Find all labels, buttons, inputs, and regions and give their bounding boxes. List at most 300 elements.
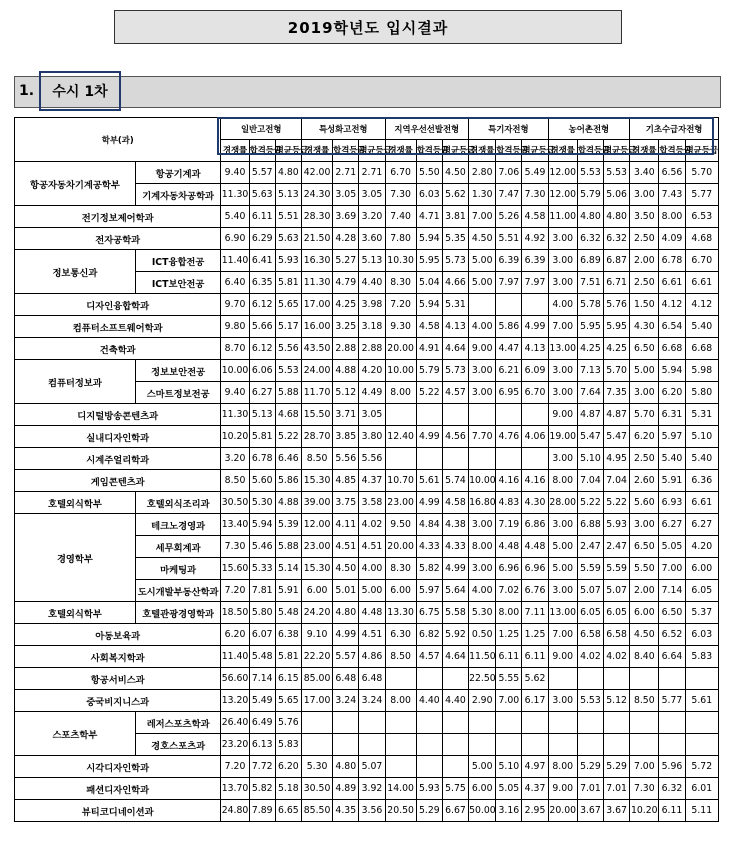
value-cell (385, 712, 416, 734)
value-cell: 7.40 (385, 206, 416, 228)
table-row (15, 206, 719, 228)
value-cell: 3.00 (469, 514, 496, 536)
major-name: 도시개발부동산학과 (135, 580, 221, 602)
value-cell: 4.56 (442, 426, 468, 448)
value-cell: 4.50 (469, 228, 496, 250)
value-cell: 6.89 (577, 250, 603, 272)
value-cell (548, 712, 577, 734)
value-cell: 17.00 (301, 294, 332, 316)
value-cell: 4.99 (522, 316, 548, 338)
value-cell: 7.70 (469, 426, 496, 448)
value-cell (604, 712, 630, 734)
value-cell: 4.13 (442, 316, 468, 338)
value-cell: 16.00 (301, 316, 332, 338)
group-header: 특기자전형 (469, 118, 549, 140)
sub-header: 경쟁률 (548, 140, 577, 162)
value-cell (385, 756, 416, 778)
value-cell: 4.83 (496, 492, 522, 514)
value-cell: 5.49 (249, 690, 275, 712)
value-cell: 6.03 (685, 624, 718, 646)
value-cell: 4.80 (333, 602, 359, 624)
value-cell: 4.50 (630, 624, 659, 646)
dept-name: 중국비지니스과 (15, 690, 221, 712)
sub-header: 경쟁률 (630, 140, 659, 162)
major-name: 정보보안전공 (135, 360, 221, 382)
value-cell: 5.18 (275, 778, 301, 800)
value-cell: 3.00 (630, 514, 659, 536)
value-cell: 7.30 (522, 184, 548, 206)
value-cell: 9.50 (385, 514, 416, 536)
value-cell: 4.51 (359, 536, 385, 558)
value-cell: 3.05 (359, 404, 385, 426)
dept-name: 정보통신과 (15, 250, 136, 294)
value-cell: 5.00 (469, 272, 496, 294)
value-cell: 14.00 (385, 778, 416, 800)
value-cell: 3.75 (333, 492, 359, 514)
sub-header: 합격등급 (659, 140, 685, 162)
header-row-groups (15, 118, 719, 140)
value-cell: 4.85 (333, 470, 359, 492)
value-cell: 4.02 (359, 514, 385, 536)
value-cell: 2.88 (333, 338, 359, 360)
value-cell: 5.88 (275, 536, 301, 558)
table-row (15, 162, 719, 184)
value-cell: 8.00 (659, 206, 685, 228)
value-cell: 5.07 (604, 580, 630, 602)
value-cell: 5.70 (685, 162, 718, 184)
value-cell: 26.40 (221, 712, 249, 734)
value-cell: 7.00 (630, 756, 659, 778)
value-cell: 5.78 (577, 294, 603, 316)
value-cell: 6.05 (685, 580, 718, 602)
value-cell (416, 734, 442, 756)
value-cell: 4.99 (416, 426, 442, 448)
value-cell: 5.00 (548, 536, 577, 558)
table-row (15, 338, 719, 360)
value-cell: 5.59 (577, 558, 603, 580)
value-cell: 12.00 (301, 514, 332, 536)
value-cell: 3.00 (630, 184, 659, 206)
value-cell: 4.50 (442, 162, 468, 184)
table-row (15, 294, 719, 316)
value-cell: 6.87 (604, 250, 630, 272)
value-cell: 5.97 (416, 580, 442, 602)
dept-name: 시계주얼리학과 (15, 448, 221, 470)
major-name: 테크노경영과 (135, 514, 221, 536)
value-cell: 5.51 (275, 206, 301, 228)
value-cell: 4.57 (442, 382, 468, 404)
value-cell: 6.11 (496, 646, 522, 668)
value-cell: 3.05 (359, 184, 385, 206)
value-cell: 23.00 (385, 492, 416, 514)
value-cell: 7.97 (522, 272, 548, 294)
dept-name: 패션디자인학과 (15, 778, 221, 800)
value-cell: 20.00 (385, 338, 416, 360)
value-cell: 5.22 (604, 492, 630, 514)
value-cell: 5.79 (577, 184, 603, 206)
value-cell (522, 404, 548, 426)
value-cell: 7.80 (385, 228, 416, 250)
value-cell (630, 668, 659, 690)
value-cell: 5.82 (416, 558, 442, 580)
value-cell: 4.20 (685, 536, 718, 558)
value-cell: 5.77 (659, 690, 685, 712)
sub-header: 평균등급 (685, 140, 718, 162)
value-cell: 6.71 (604, 272, 630, 294)
value-cell: 2.71 (333, 162, 359, 184)
value-cell: 4.25 (333, 294, 359, 316)
value-cell: 4.86 (359, 646, 385, 668)
value-cell: 5.26 (496, 206, 522, 228)
value-cell: 5.63 (249, 184, 275, 206)
value-cell (522, 294, 548, 316)
value-cell: 5.27 (333, 250, 359, 272)
group-header: 지역우선선발전형 (385, 118, 469, 140)
value-cell: 4.64 (442, 338, 468, 360)
value-cell: 11.00 (548, 206, 577, 228)
value-cell: 6.29 (249, 228, 275, 250)
value-cell: 2.71 (359, 162, 385, 184)
value-cell: 30.50 (301, 778, 332, 800)
value-cell: 11.40 (221, 250, 249, 272)
value-cell: 5.82 (249, 778, 275, 800)
value-cell: 9.00 (469, 338, 496, 360)
value-cell (659, 712, 685, 734)
value-cell (604, 668, 630, 690)
value-cell: 5.30 (469, 602, 496, 624)
value-cell: 23.20 (221, 734, 249, 756)
value-cell: 5.53 (604, 162, 630, 184)
value-cell: 8.50 (221, 470, 249, 492)
value-cell: 5.06 (604, 184, 630, 206)
major-name: 경호스포츠과 (135, 734, 221, 756)
value-cell (685, 668, 718, 690)
value-cell (496, 404, 522, 426)
value-cell: 6.61 (659, 272, 685, 294)
value-cell: 6.40 (221, 272, 249, 294)
value-cell: 5.93 (275, 250, 301, 272)
value-cell: 4.58 (416, 316, 442, 338)
value-cell: 3.67 (604, 800, 630, 822)
table-row (15, 426, 719, 448)
value-cell: 5.50 (630, 558, 659, 580)
value-cell: 30.50 (221, 492, 249, 514)
value-cell: 9.00 (548, 404, 577, 426)
value-cell: 3.00 (548, 448, 577, 470)
value-cell: 5.11 (685, 800, 718, 822)
value-cell (442, 668, 468, 690)
value-cell: 5.22 (275, 426, 301, 448)
major-name: 호텔관광경영학과 (135, 602, 221, 624)
value-cell: 6.48 (333, 668, 359, 690)
value-cell: 6.65 (275, 800, 301, 822)
value-cell: 12.40 (385, 426, 416, 448)
value-cell: 10.20 (630, 800, 659, 822)
value-cell: 7.00 (548, 316, 577, 338)
value-cell: 9.40 (221, 382, 249, 404)
value-cell: 4.99 (416, 492, 442, 514)
value-cell (333, 712, 359, 734)
value-cell: 7.01 (604, 778, 630, 800)
value-cell: 6.05 (604, 602, 630, 624)
value-cell: 8.30 (385, 272, 416, 294)
value-cell: 5.75 (442, 778, 468, 800)
value-cell: 5.57 (333, 646, 359, 668)
value-cell (301, 734, 332, 756)
value-cell: 5.05 (659, 536, 685, 558)
value-cell: 4.50 (333, 558, 359, 580)
sub-header: 합격등급 (577, 140, 603, 162)
value-cell (548, 734, 577, 756)
value-cell: 6.49 (249, 712, 275, 734)
value-cell: 4.66 (442, 272, 468, 294)
value-cell: 7.51 (577, 272, 603, 294)
value-cell (522, 712, 548, 734)
value-cell: 5.56 (333, 448, 359, 470)
value-cell: 6.05 (577, 602, 603, 624)
value-cell: 6.12 (249, 294, 275, 316)
value-cell: 5.66 (249, 316, 275, 338)
value-cell: 1.50 (630, 294, 659, 316)
value-cell: 4.47 (496, 338, 522, 360)
value-cell: 5.33 (249, 558, 275, 580)
value-cell: 5.30 (301, 756, 332, 778)
value-cell: 6.93 (659, 492, 685, 514)
value-cell: 9.00 (548, 646, 577, 668)
value-cell: 10.00 (385, 360, 416, 382)
value-cell: 5.88 (275, 382, 301, 404)
dept-name: 컴퓨터정보과 (15, 360, 136, 404)
value-cell: 15.50 (301, 404, 332, 426)
value-cell: 5.22 (577, 492, 603, 514)
dept-name: 아동보육과 (15, 624, 221, 646)
value-cell: 5.94 (416, 228, 442, 250)
value-cell: 6.35 (249, 272, 275, 294)
value-cell: 4.51 (359, 624, 385, 646)
value-cell: 7.89 (249, 800, 275, 822)
value-cell: 7.00 (659, 558, 685, 580)
value-cell: 4.33 (442, 536, 468, 558)
value-cell: 5.57 (249, 162, 275, 184)
value-cell (359, 712, 385, 734)
value-cell: 9.80 (221, 316, 249, 338)
value-cell: 5.35 (442, 228, 468, 250)
dept-header: 학부(과) (15, 118, 221, 162)
value-cell: 8.00 (385, 690, 416, 712)
value-cell: 28.30 (301, 206, 332, 228)
value-cell: 6.11 (249, 206, 275, 228)
value-cell: 6.75 (416, 602, 442, 624)
value-cell: 5.07 (359, 756, 385, 778)
value-cell: 2.50 (630, 228, 659, 250)
value-cell: 4.40 (416, 690, 442, 712)
value-cell: 5.29 (416, 800, 442, 822)
value-cell: 5.61 (685, 690, 718, 712)
value-cell: 5.80 (685, 382, 718, 404)
value-cell: 11.50 (469, 646, 496, 668)
dept-name: 디자인융합학과 (15, 294, 221, 316)
value-cell: 8.00 (385, 382, 416, 404)
value-cell: 5.81 (249, 426, 275, 448)
value-cell: 5.47 (577, 426, 603, 448)
sub-header: 평균등급 (359, 140, 385, 162)
value-cell: 5.56 (275, 338, 301, 360)
table-row (15, 668, 719, 690)
value-cell: 5.13 (275, 184, 301, 206)
value-cell: 4.87 (577, 404, 603, 426)
value-cell: 4.13 (522, 338, 548, 360)
value-cell: 3.71 (333, 404, 359, 426)
value-cell: 7.13 (577, 360, 603, 382)
value-cell: 4.02 (604, 646, 630, 668)
value-cell: 5.00 (469, 756, 496, 778)
value-cell: 3.20 (221, 448, 249, 470)
value-cell: 5.62 (522, 668, 548, 690)
value-cell: 5.46 (249, 536, 275, 558)
major-name: 세무회계과 (135, 536, 221, 558)
sub-header: 합격등급 (416, 140, 442, 162)
value-cell: 3.18 (359, 316, 385, 338)
value-cell (301, 712, 332, 734)
value-cell: 6.38 (275, 624, 301, 646)
value-cell: 50.00 (469, 800, 496, 822)
value-cell: 4.58 (522, 206, 548, 228)
value-cell: 5.81 (275, 646, 301, 668)
value-cell (442, 712, 468, 734)
value-cell: 5.72 (685, 756, 718, 778)
dept-name: 항공서비스과 (15, 668, 221, 690)
value-cell: 6.00 (385, 580, 416, 602)
value-cell (442, 404, 468, 426)
value-cell: 6.58 (604, 624, 630, 646)
value-cell: 1.25 (522, 624, 548, 646)
value-cell: 18.50 (221, 602, 249, 624)
table-row (15, 404, 719, 426)
value-cell: 5.14 (275, 558, 301, 580)
value-cell: 11.40 (221, 646, 249, 668)
value-cell: 6.41 (249, 250, 275, 272)
value-cell: 56.60 (221, 668, 249, 690)
value-cell: 42.00 (301, 162, 332, 184)
major-name: 마케팅과 (135, 558, 221, 580)
value-cell: 4.58 (442, 492, 468, 514)
value-cell: 7.00 (469, 206, 496, 228)
value-cell: 3.69 (333, 206, 359, 228)
value-cell: 6.31 (659, 404, 685, 426)
value-cell: 6.32 (577, 228, 603, 250)
value-cell (416, 448, 442, 470)
value-cell: 6.00 (469, 778, 496, 800)
value-cell: 7.72 (249, 756, 275, 778)
value-cell (469, 712, 496, 734)
value-cell: 12.00 (548, 184, 577, 206)
value-cell: 7.47 (496, 184, 522, 206)
value-cell: 4.79 (333, 272, 359, 294)
value-cell: 3.24 (333, 690, 359, 712)
value-cell: 7.02 (496, 580, 522, 602)
value-cell: 3.92 (359, 778, 385, 800)
value-cell: 6.20 (659, 382, 685, 404)
value-cell: 21.50 (301, 228, 332, 250)
value-cell: 6.88 (577, 514, 603, 536)
value-cell: 5.00 (469, 250, 496, 272)
value-cell: 3.40 (630, 162, 659, 184)
value-cell: 5.10 (685, 426, 718, 448)
value-cell: 6.96 (522, 558, 548, 580)
value-cell: 7.30 (385, 184, 416, 206)
value-cell: 4.89 (333, 778, 359, 800)
value-cell: 3.00 (548, 580, 577, 602)
value-cell: 2.47 (577, 536, 603, 558)
value-cell: 20.50 (385, 800, 416, 822)
table-row (15, 712, 719, 734)
value-cell: 3.00 (548, 690, 577, 712)
dept-name: 스포츠학부 (15, 712, 136, 756)
value-cell: 5.91 (659, 470, 685, 492)
value-cell: 4.88 (333, 360, 359, 382)
value-cell: 13.70 (221, 778, 249, 800)
value-cell: 5.77 (685, 184, 718, 206)
value-cell (577, 668, 603, 690)
value-cell (442, 448, 468, 470)
value-cell: 7.11 (522, 602, 548, 624)
table-row (15, 492, 719, 514)
value-cell: 13.30 (385, 602, 416, 624)
value-cell: 8.00 (548, 470, 577, 492)
value-cell: 6.00 (301, 580, 332, 602)
value-cell (416, 668, 442, 690)
value-cell: 3.25 (333, 316, 359, 338)
value-cell: 10.00 (469, 470, 496, 492)
value-cell: 5.12 (333, 382, 359, 404)
value-cell: 6.53 (685, 206, 718, 228)
value-cell (604, 734, 630, 756)
value-cell (630, 712, 659, 734)
value-cell: 7.35 (604, 382, 630, 404)
value-cell (659, 734, 685, 756)
table-row (15, 360, 719, 382)
value-cell: 6.06 (249, 360, 275, 382)
admission-results-table (14, 117, 719, 822)
value-cell: 6.39 (496, 250, 522, 272)
value-cell: 6.70 (522, 382, 548, 404)
value-cell: 2.95 (522, 800, 548, 822)
value-cell (385, 448, 416, 470)
sub-header: 평균등급 (442, 140, 468, 162)
value-cell: 4.40 (442, 690, 468, 712)
value-cell: 3.00 (548, 360, 577, 382)
value-cell (333, 734, 359, 756)
value-cell: 10.30 (385, 250, 416, 272)
value-cell: 15.30 (301, 470, 332, 492)
table-row (15, 448, 719, 470)
value-cell: 4.30 (630, 316, 659, 338)
value-cell: 20.00 (548, 800, 577, 822)
group-header: 농어촌전형 (548, 118, 630, 140)
value-cell: 4.92 (522, 228, 548, 250)
value-cell: 5.01 (333, 580, 359, 602)
value-cell: 4.80 (577, 206, 603, 228)
sub-header: 합격등급 (249, 140, 275, 162)
value-cell: 6.90 (221, 228, 249, 250)
value-cell: 6.67 (442, 800, 468, 822)
value-cell (385, 668, 416, 690)
value-cell (496, 712, 522, 734)
value-cell (442, 756, 468, 778)
value-cell: 4.76 (496, 426, 522, 448)
table-row (15, 690, 719, 712)
value-cell: 6.01 (685, 778, 718, 800)
